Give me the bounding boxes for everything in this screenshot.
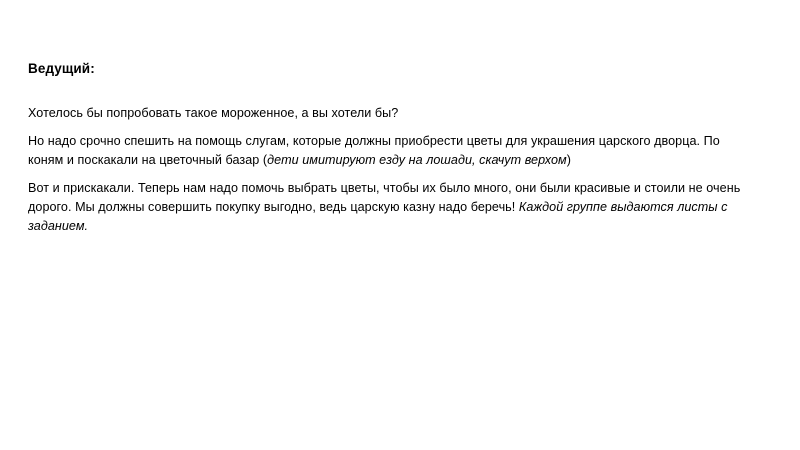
slide-heading: Ведущий: xyxy=(28,61,95,76)
paragraph-3 xyxy=(28,179,742,236)
paragraph-3-stage-direction: Каждой группе выдаются листы с заданием. xyxy=(28,200,728,234)
paragraph-3-text-lead: Вот и прискакали. Теперь нам надо помочь выбрать цветы, чтобы их было много, они были красивые и стоили не очень дорого. Мы должны совершить покупку выгодно, ведь царскую казну надо беречь! xyxy=(28,180,741,215)
paragraph-2 xyxy=(28,132,742,170)
paragraph-1-text: Хотелось бы попробовать такое мороженное, а вы хотели бы? xyxy=(28,105,399,120)
paragraph-2-text-lead: Но надо срочно спешить на помощь слугам, которые должны приобрести цветы для украшения царского дворца. По коням и поскакали на цветочный базар ( xyxy=(28,133,720,167)
paragraph-2-stage-direction: дети имитируют езду на лошади, скачут верхом xyxy=(267,152,567,167)
paragraph-2-text-tail: ) xyxy=(566,152,571,167)
paragraph-1 xyxy=(28,104,742,123)
